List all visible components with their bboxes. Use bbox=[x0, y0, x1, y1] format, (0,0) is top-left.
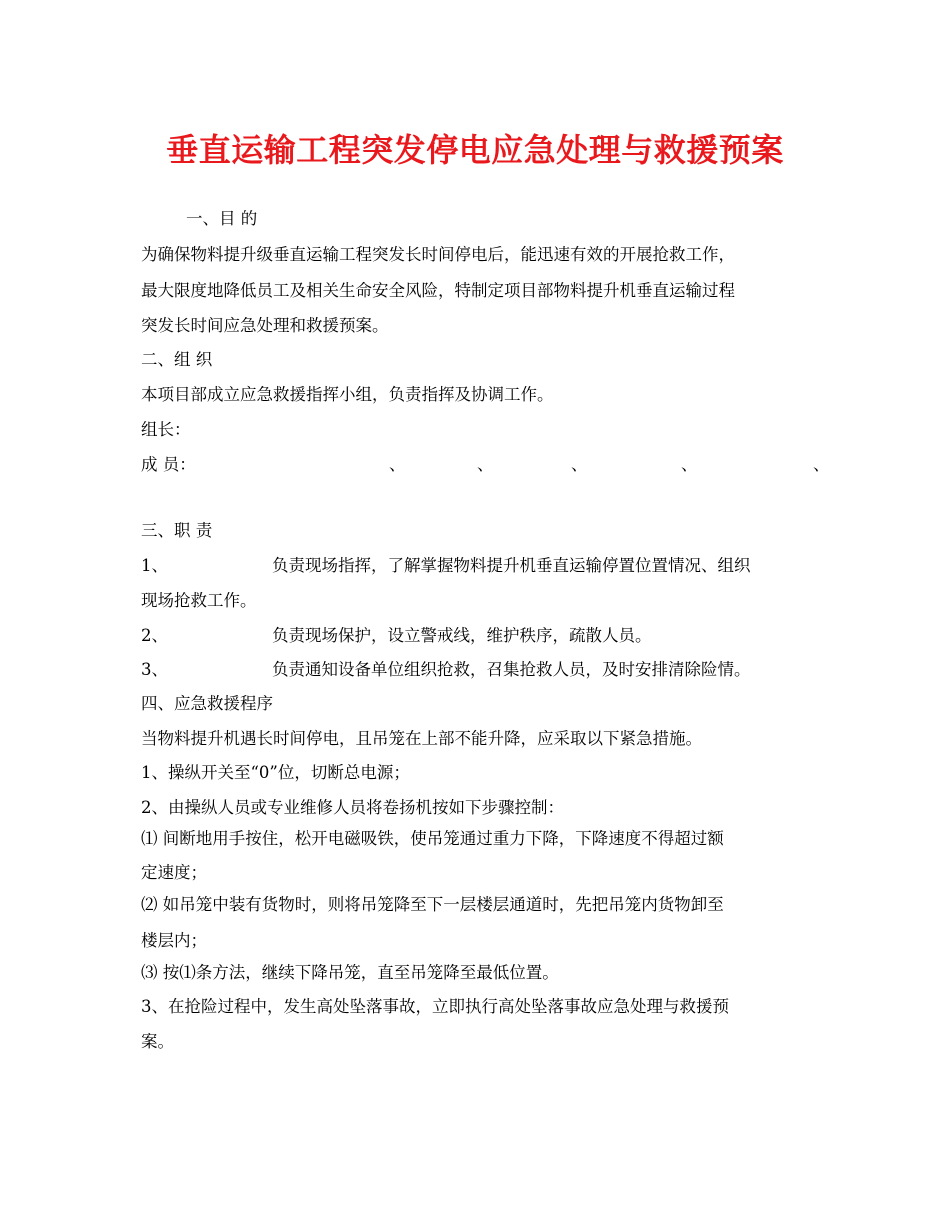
paragraph-line: ⑴ 间断地用手按住，松开电磁吸铁，使吊笼通过重力下降，下降速度不得超过额 bbox=[141, 829, 724, 848]
paragraph-line: 突发长时间应急处理和救援预案。 bbox=[141, 316, 389, 335]
document-title: 垂直运输工程突发停电应急处理与救援预案 bbox=[166, 131, 784, 169]
duty-number: 2、 bbox=[141, 626, 168, 645]
duty-text: 负责现场保护，设立警戒线，维护秩序，疏散人员。 bbox=[272, 626, 652, 645]
paragraph-line: 本项目部成立应急救援指挥小组，负责指挥及协调工作。 bbox=[141, 385, 554, 404]
paragraph-line: 1、操纵开关至“0”位，切断总电源； bbox=[141, 763, 410, 782]
members-label: 成 员： bbox=[141, 455, 196, 474]
duty-number: 3、 bbox=[141, 660, 168, 679]
paragraph-line: ⑶ 按⑴条方法，继续下降吊笼，直至吊笼降至最低位置。 bbox=[141, 963, 559, 982]
duty-item bbox=[141, 624, 831, 648]
duty-number: 1、 bbox=[141, 556, 168, 575]
paragraph-line: 楼层内； bbox=[141, 931, 207, 950]
members-line bbox=[141, 453, 831, 477]
paragraph-line: 当物料提升机遇长时间停电，且吊笼在上部不能升降，应采取以下紧急措施。 bbox=[141, 729, 702, 748]
duty-item bbox=[141, 658, 831, 682]
member-separator: 、 bbox=[813, 455, 830, 474]
paragraph-line: ⑵ 如吊笼中装有货物时，则将吊笼降至下一层楼层通道时，先把吊笼内货物卸至 bbox=[141, 895, 724, 914]
paragraph-line: 最大限度地降低员工及相关生命安全风险，特制定项目部物料提升机垂直运输过程 bbox=[141, 281, 735, 300]
member-separator: 、 bbox=[389, 455, 406, 474]
duty-text: 负责通知设备单位组织抢救，召集抢救人员，及时安排清除险情。 bbox=[272, 660, 751, 679]
paragraph-line: 案。 bbox=[141, 1032, 174, 1051]
paragraph-line: 3、在抢险过程中，发生高处坠落事故，立即执行高处坠落事故应急处理与救援预 bbox=[141, 997, 729, 1016]
duty-continuation: 现场抢救工作。 bbox=[141, 591, 257, 610]
member-separator: 、 bbox=[681, 455, 698, 474]
paragraph-line: 定速度； bbox=[141, 863, 207, 882]
section-heading-purpose: 一、目 的 bbox=[186, 209, 258, 228]
member-separator: 、 bbox=[571, 455, 588, 474]
member-separator: 、 bbox=[477, 455, 494, 474]
section-heading-duties: 三、职 责 bbox=[141, 521, 213, 540]
paragraph-line: 2、由操纵人员或专业维修人员将卷扬机按如下步骤控制： bbox=[141, 798, 564, 817]
duty-text: 负责现场指挥，了解掌握物料提升机垂直运输停置位置情况、组织 bbox=[272, 556, 751, 575]
leader-label: 组长： bbox=[141, 420, 191, 439]
duty-item bbox=[141, 554, 831, 578]
paragraph-line: 为确保物料提升级垂直运输工程突发长时间停电后，能迅速有效的开展抢救工作， bbox=[141, 245, 735, 264]
section-heading-organization: 二、组 织 bbox=[141, 350, 213, 369]
section-heading-procedure: 四、应急救援程序 bbox=[141, 694, 273, 713]
